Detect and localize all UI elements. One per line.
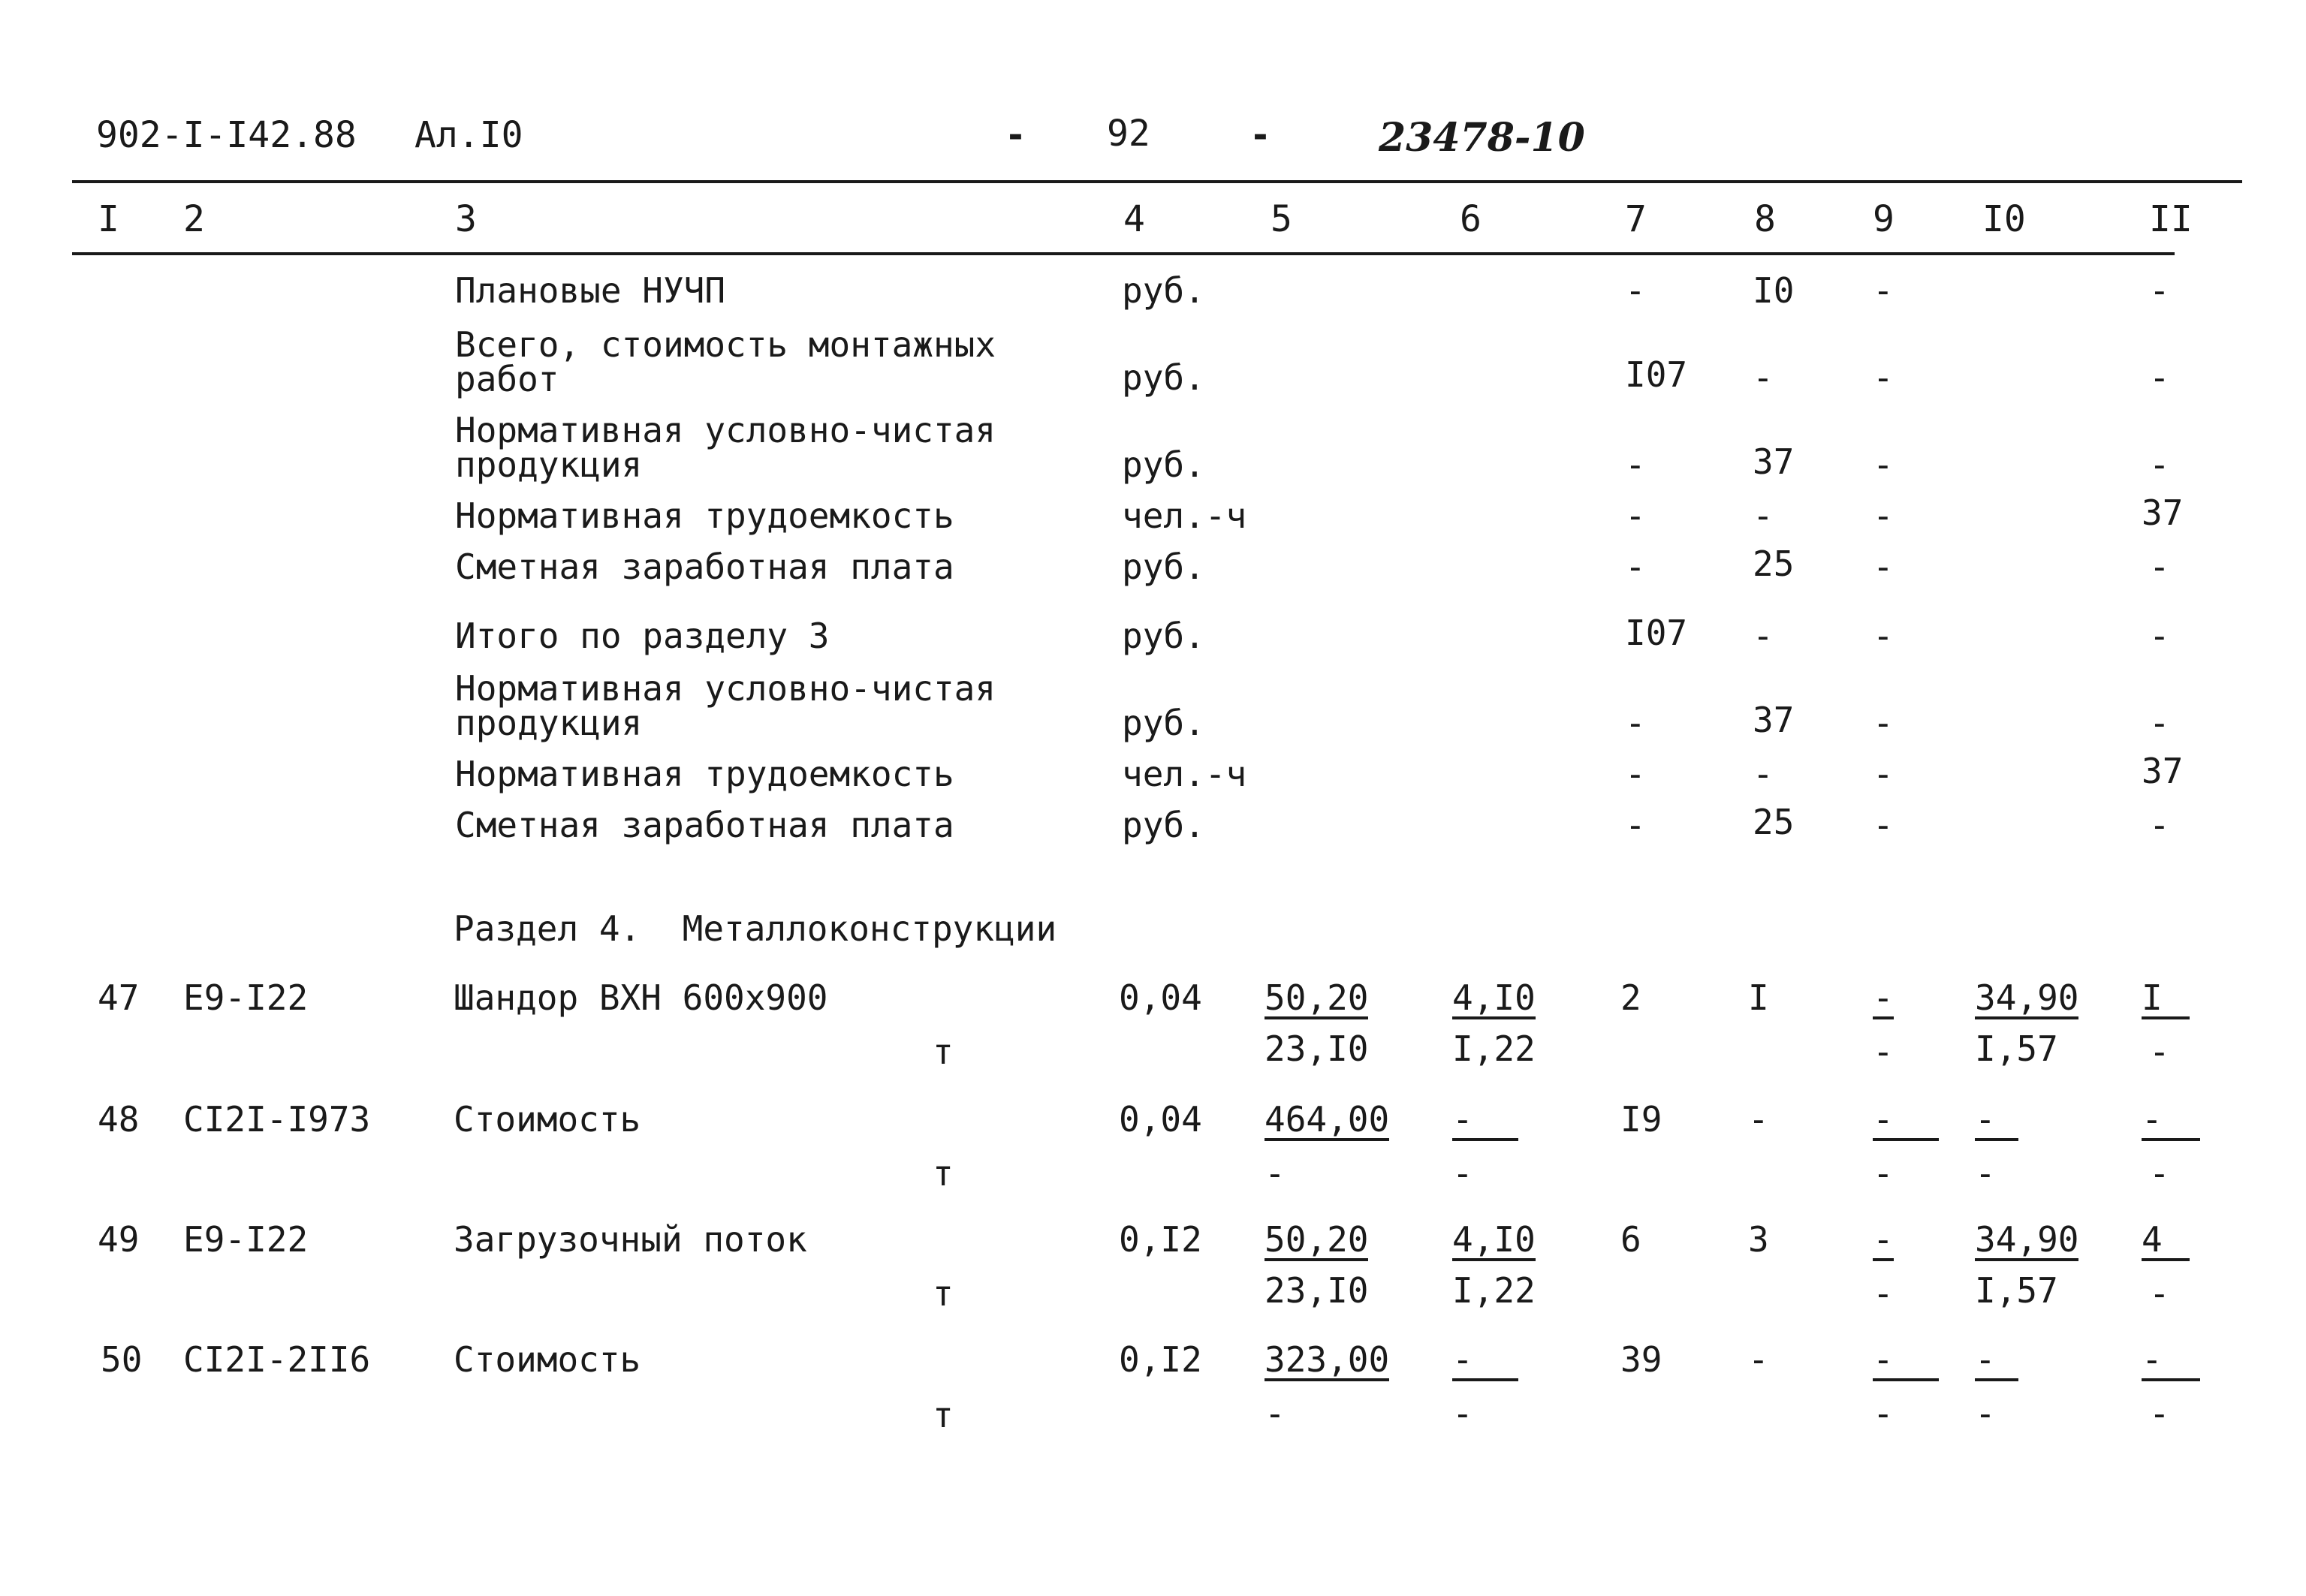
item-col11-top: - xyxy=(2142,1342,2200,1381)
item-col5-top: 464,00 xyxy=(1265,1099,1390,1140)
summary-col7: - xyxy=(1625,270,1646,311)
item-col9-top: - xyxy=(1873,1342,1939,1381)
item-col8: - xyxy=(1748,1099,1769,1140)
item-col11-top: - xyxy=(2142,1102,2200,1141)
item-quantity: 0,I2 xyxy=(1119,1339,1202,1380)
item-col6-bottom: I,22 xyxy=(1452,1270,1536,1311)
summary-label: Плановые НУЧП xyxy=(455,270,726,311)
item-col11-top: I xyxy=(2142,980,2190,1019)
summary-col8: - xyxy=(1753,495,1774,536)
summary-unit: руб. xyxy=(1122,805,1205,845)
summary-label: Нормативная трудоемкость xyxy=(455,754,954,794)
item-name: Загрузочный поток xyxy=(454,1219,807,1260)
summary-col9: - xyxy=(1873,703,1894,743)
item-name: Шандор ВХН 600х900 xyxy=(454,977,828,1018)
summary-col11: 37 xyxy=(2142,492,2184,533)
summary-col8: - xyxy=(1753,357,1774,398)
column-number: 4 xyxy=(1123,198,1145,240)
item-col7: 2 xyxy=(1620,977,1641,1018)
item-col8: 3 xyxy=(1748,1219,1769,1260)
summary-col9: - xyxy=(1873,444,1894,485)
summary-col7: - xyxy=(1625,754,1646,794)
summary-unit: чел.-ч xyxy=(1122,495,1247,536)
summary-col8: 25 xyxy=(1753,544,1795,584)
item-col9-top: - xyxy=(1873,977,1894,1018)
summary-col11: - xyxy=(2149,357,2170,398)
summary-label: Нормативная условно-чистая xyxy=(455,410,996,450)
document-code: 902-I-I42.88 xyxy=(96,114,357,156)
summary-col7: I07 xyxy=(1625,354,1688,395)
column-number: 2 xyxy=(183,198,205,240)
item-col10-bottom: I,57 xyxy=(1975,1028,2058,1069)
item-col9-top: - xyxy=(1873,1219,1894,1260)
summary-label: Итого по разделу 3 xyxy=(455,616,830,656)
item-col5-bottom: 23,I0 xyxy=(1265,1270,1369,1311)
item-col9-bottom: - xyxy=(1873,1273,1894,1314)
column-number: 3 xyxy=(455,198,477,240)
summary-label: работ xyxy=(455,359,559,399)
item-col10-top: - xyxy=(1975,1102,2018,1141)
item-quantity: 0,04 xyxy=(1119,977,1202,1018)
item-code: E9-I22 xyxy=(183,1219,309,1260)
item-col9-bottom: - xyxy=(1873,1031,1894,1072)
column-number: I0 xyxy=(1982,198,2026,240)
summary-unit: руб. xyxy=(1122,616,1205,656)
item-col6-bottom: - xyxy=(1452,1153,1473,1194)
item-col11-bottom: - xyxy=(2149,1153,2170,1194)
summary-col11: - xyxy=(2149,703,2170,743)
item-col7: 39 xyxy=(1620,1339,1662,1380)
summary-col11: - xyxy=(2149,444,2170,485)
summary-col9: - xyxy=(1873,805,1894,845)
item-code: CI2I-2II6 xyxy=(183,1339,371,1380)
summary-col11: - xyxy=(2149,805,2170,845)
column-header-rule xyxy=(72,252,2175,255)
summary-label: Нормативная трудоемкость xyxy=(455,495,954,536)
item-col10-bottom: - xyxy=(1975,1393,1996,1434)
summary-col8: - xyxy=(1753,754,1774,794)
item-col5-bottom: - xyxy=(1265,1153,1286,1194)
summary-col7: - xyxy=(1625,547,1646,587)
summary-unit: руб. xyxy=(1122,444,1205,485)
item-col6-top: - xyxy=(1452,1342,1518,1381)
item-col11-bottom: - xyxy=(2149,1393,2170,1434)
item-col9-top: - xyxy=(1873,1102,1939,1141)
column-number: 9 xyxy=(1873,198,1895,240)
summary-unit: руб. xyxy=(1122,703,1205,743)
item-number: 47 xyxy=(98,977,140,1018)
item-name: Стоимость xyxy=(454,1339,641,1380)
item-col6-bottom: I,22 xyxy=(1452,1028,1536,1069)
top-rule xyxy=(72,180,2242,183)
summary-col7: - xyxy=(1625,703,1646,743)
summary-col8: 25 xyxy=(1753,802,1795,842)
item-col7: I9 xyxy=(1620,1099,1662,1140)
summary-col9: - xyxy=(1873,495,1894,536)
sheet-number: Ал.I0 xyxy=(414,114,523,156)
item-code: E9-I22 xyxy=(183,977,309,1018)
summary-label: Сметная заработная плата xyxy=(455,547,954,587)
item-col5-bottom: - xyxy=(1265,1393,1286,1434)
item-code: CI2I-I973 xyxy=(183,1099,371,1140)
item-col8: - xyxy=(1748,1339,1769,1380)
item-col6-bottom: - xyxy=(1452,1393,1473,1434)
item-col5-top: 50,20 xyxy=(1265,1219,1369,1260)
summary-label: Всего, стоимость монтажных xyxy=(455,324,996,365)
summary-col11: - xyxy=(2149,547,2170,587)
item-number: 49 xyxy=(98,1219,140,1260)
item-col10-top: - xyxy=(1975,1342,2018,1381)
item-col9-bottom: - xyxy=(1873,1393,1894,1434)
summary-col7: - xyxy=(1625,444,1646,485)
item-unit: т xyxy=(933,1031,954,1072)
item-unit: т xyxy=(933,1153,954,1194)
item-col5-top: 323,00 xyxy=(1265,1339,1390,1380)
item-name: Стоимость xyxy=(454,1099,641,1140)
section-title: Раздел 4. Металлоконструкции xyxy=(454,908,1057,949)
summary-label: Сметная заработная плата xyxy=(455,805,954,845)
item-col5-bottom: 23,I0 xyxy=(1265,1028,1369,1069)
item-col11-top: 4 xyxy=(2142,1222,2190,1261)
summary-col11: - xyxy=(2149,616,2170,656)
summary-unit: чел.-ч xyxy=(1122,754,1247,794)
item-col5-top: 50,20 xyxy=(1265,977,1369,1018)
item-unit: т xyxy=(933,1273,954,1314)
item-quantity: 0,04 xyxy=(1119,1099,1202,1140)
column-number: 8 xyxy=(1754,198,1776,240)
summary-unit: руб. xyxy=(1122,547,1205,587)
summary-col11: 37 xyxy=(2142,751,2184,791)
item-number: 50 xyxy=(101,1339,143,1380)
item-col11-bottom: - xyxy=(2149,1273,2170,1314)
summary-col9: - xyxy=(1873,547,1894,587)
item-unit: т xyxy=(933,1395,954,1435)
summary-col8: 37 xyxy=(1753,441,1795,482)
item-col8: I xyxy=(1748,977,1769,1018)
item-col10-top: 34,90 xyxy=(1975,1219,2079,1260)
column-number: II xyxy=(2149,198,2193,240)
summary-unit: руб. xyxy=(1122,270,1205,311)
summary-label: Нормативная условно-чистая xyxy=(455,668,996,709)
item-col9-bottom: - xyxy=(1873,1153,1894,1194)
column-number: 5 xyxy=(1271,198,1292,240)
summary-label: продукция xyxy=(455,444,643,485)
summary-col11: - xyxy=(2149,270,2170,311)
header-separator: - xyxy=(1249,114,1271,156)
item-col10-bottom: I,57 xyxy=(1975,1270,2058,1311)
item-quantity: 0,I2 xyxy=(1119,1219,1202,1260)
summary-col7: I07 xyxy=(1625,613,1688,653)
summary-col9: - xyxy=(1873,754,1894,794)
summary-unit: руб. xyxy=(1122,357,1205,398)
handwritten-number: 23478-10 xyxy=(1379,115,1585,161)
header-separator: - xyxy=(1005,114,1026,156)
item-col10-top: 34,90 xyxy=(1975,977,2079,1018)
item-col6-top: - xyxy=(1452,1102,1518,1141)
item-col7: 6 xyxy=(1620,1219,1641,1260)
summary-col7: - xyxy=(1625,805,1646,845)
summary-col7: - xyxy=(1625,495,1646,536)
summary-col8: 37 xyxy=(1753,700,1795,740)
page-number: 92 xyxy=(1107,113,1150,155)
column-number: 7 xyxy=(1625,198,1647,240)
column-number: 6 xyxy=(1460,198,1482,240)
item-number: 48 xyxy=(98,1099,140,1140)
item-col6-top: 4,I0 xyxy=(1452,1219,1536,1260)
summary-col9: - xyxy=(1873,270,1894,311)
item-col6-top: 4,I0 xyxy=(1452,977,1536,1018)
summary-label: продукция xyxy=(455,703,643,743)
summary-col9: - xyxy=(1873,616,1894,656)
summary-col8: I0 xyxy=(1753,270,1795,311)
summary-col9: - xyxy=(1873,357,1894,398)
item-col10-bottom: - xyxy=(1975,1153,1996,1194)
summary-col8: - xyxy=(1753,616,1774,656)
item-col11-bottom: - xyxy=(2149,1031,2170,1072)
column-number: I xyxy=(98,198,119,240)
